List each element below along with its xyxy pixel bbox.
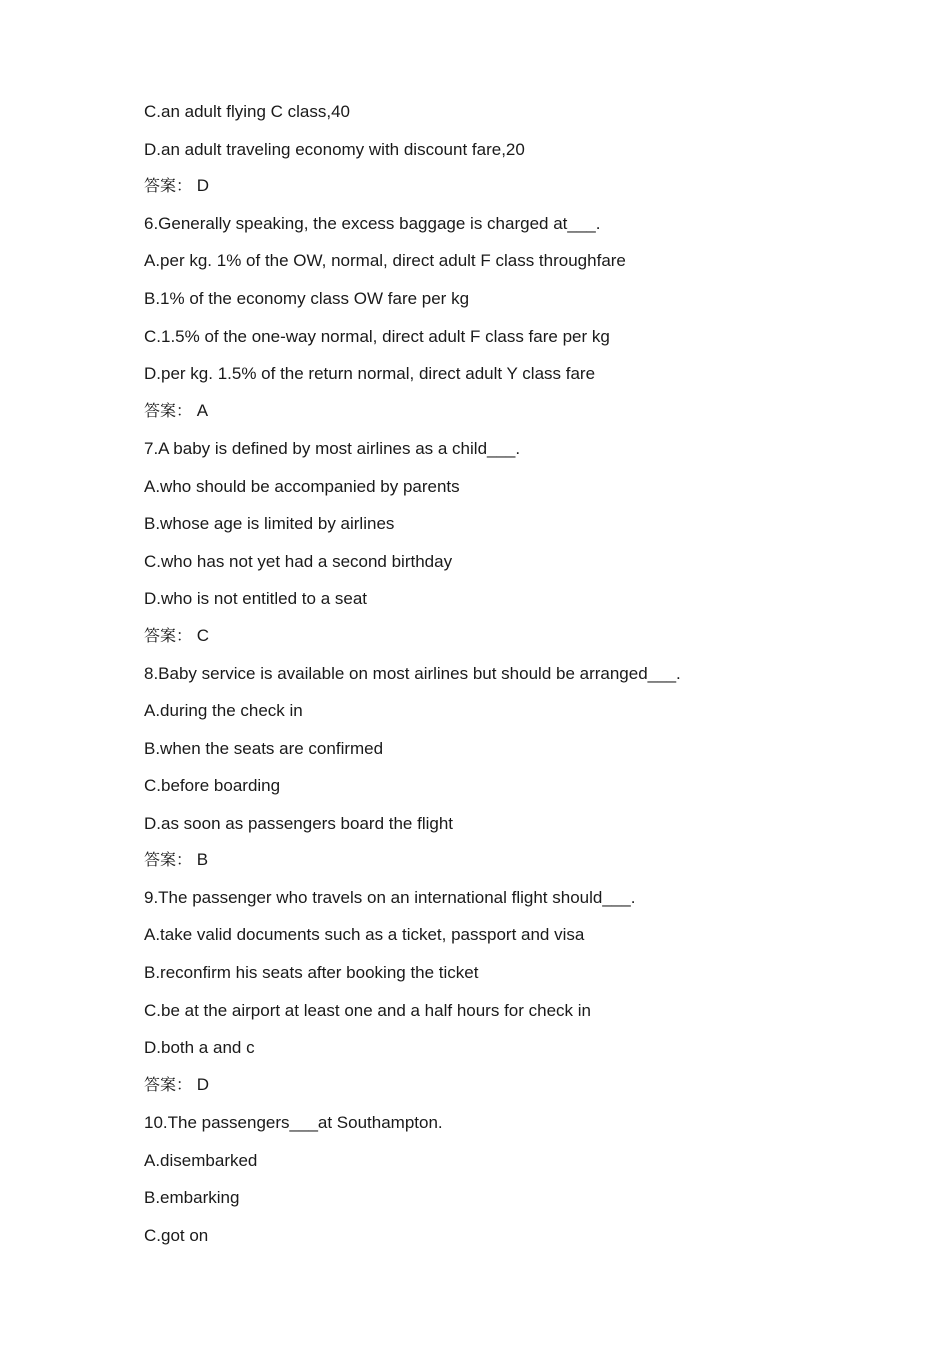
question-line: 7.A baby is defined by most airlines as a child___. <box>144 439 521 458</box>
answer-line <box>144 400 208 422</box>
option-line: A.take valid documents such as a ticket, passport and visa <box>144 925 585 944</box>
option-line: D.an adult traveling economy with discount fare,20 <box>144 140 525 159</box>
option-line: A.per kg. 1% of the OW, normal, direct adult F class throughfare <box>144 251 626 270</box>
option-line: C.who has not yet had a second birthday <box>144 552 453 571</box>
answer-value: D <box>196 1075 210 1094</box>
option-line: D.per kg. 1.5% of the return normal, direct adult Y class fare <box>144 364 596 383</box>
option-line: C.before boarding <box>144 776 281 795</box>
answer-line <box>144 849 208 871</box>
answer-label: 答案： <box>144 401 193 420</box>
option-line: B.whose age is limited by airlines <box>144 514 395 533</box>
answer-line <box>144 1074 209 1096</box>
answer-line <box>144 175 209 197</box>
answer-value: B <box>196 850 209 869</box>
option-line: C.got on <box>144 1226 209 1245</box>
answer-label: 答案： <box>144 1075 193 1094</box>
option-line: A.during the check in <box>144 701 303 720</box>
option-line: B.embarking <box>144 1188 240 1207</box>
question-line: 8.Baby service is available on most airlines but should be arranged___. <box>144 664 681 683</box>
option-line: D.who is not entitled to a seat <box>144 589 368 608</box>
option-line: B.1% of the economy class OW fare per kg <box>144 289 470 308</box>
option-line: A.who should be accompanied by parents <box>144 477 460 496</box>
option-line: C.be at the airport at least one and a half hours for check in <box>144 1001 591 1020</box>
option-line: C.an adult flying C class,40 <box>144 102 350 121</box>
option-line: D.both a and c <box>144 1038 255 1057</box>
option-line: B.when the seats are confirmed <box>144 739 384 758</box>
answer-value: A <box>196 401 209 420</box>
question-line: 9.The passenger who travels on an international flight should___. <box>144 888 636 907</box>
answer-value: C <box>196 626 210 645</box>
option-line: A.disembarked <box>144 1151 258 1170</box>
answer-label: 答案： <box>144 626 193 645</box>
answer-label: 答案： <box>144 850 193 869</box>
option-line: C.1.5% of the one-way normal, direct adult F class fare per kg <box>144 327 610 346</box>
answer-value: D <box>196 176 210 195</box>
question-line: 10.The passengers___at Southampton. <box>144 1113 443 1132</box>
answer-label: 答案： <box>144 176 193 195</box>
option-line: D.as soon as passengers board the flight <box>144 814 454 833</box>
answer-line <box>144 625 209 647</box>
option-line: B.reconfirm his seats after booking the ticket <box>144 963 479 982</box>
question-line: 6.Generally speaking, the excess baggage is charged at___. <box>144 214 601 233</box>
